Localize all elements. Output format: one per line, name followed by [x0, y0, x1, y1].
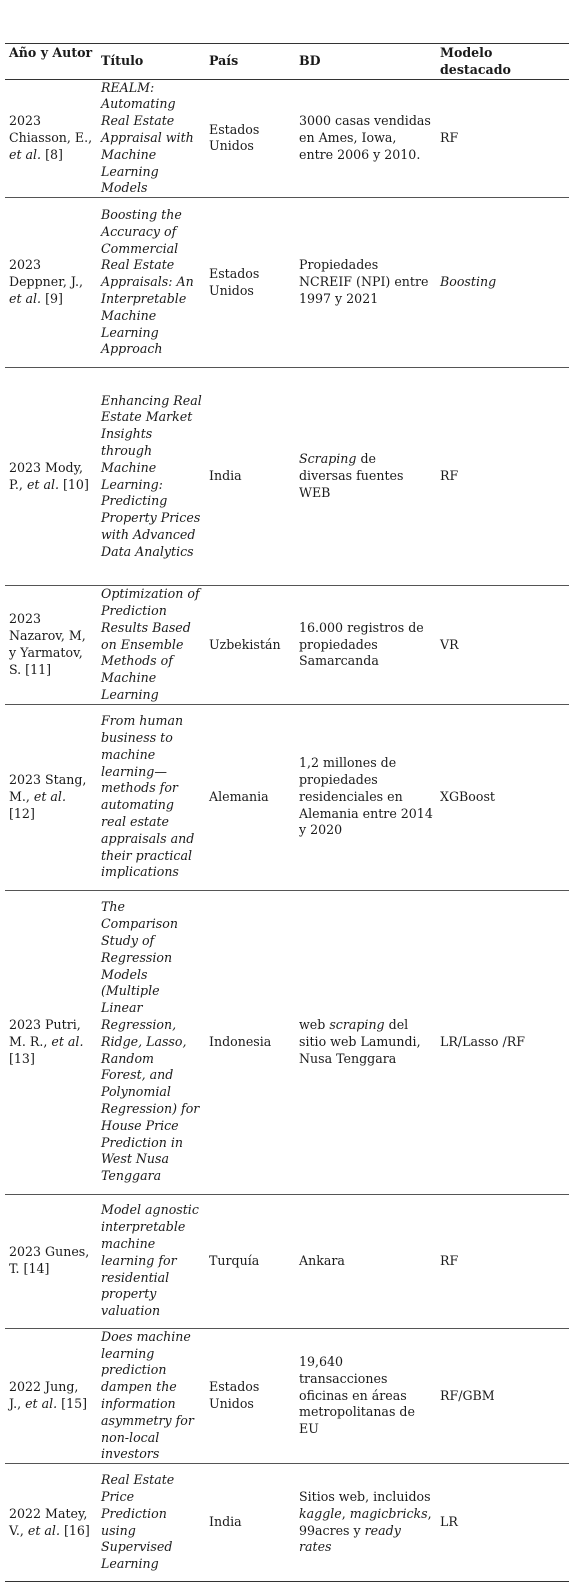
- table-row: [5, 368, 569, 586]
- cell-author: 2022 Matey, V., et al. [16]: [5, 1464, 97, 1582]
- cell-author: 2023 Chiasson, E., et al. [8]: [5, 79, 97, 198]
- cell-country: Indonesia: [205, 890, 295, 1194]
- cell-author: 2023 Deppner, J., et al. [9]: [5, 198, 97, 368]
- cell-country: Alemania: [205, 704, 295, 890]
- cell-country: India: [205, 368, 295, 586]
- cell-title: The Comparison Study of Regression Models (Multiple Linear Regression, Ridge, Lasso, Random Forest, and Polynomial Regression) for House Price Prediction in West Nusa Tenggara: [97, 890, 205, 1194]
- cell-model: LR: [436, 1464, 569, 1582]
- cell-title: Real Estate Price Prediction using Supervised Learning: [97, 1464, 205, 1582]
- table-row: [5, 1328, 569, 1463]
- literature-table: [5, 43, 569, 1582]
- header-model: Modelo destacado: [436, 44, 569, 80]
- cell-title: Does machine learning prediction dampen the information asymmetry for non-local investors: [97, 1328, 205, 1463]
- cell-country: India: [205, 1464, 295, 1582]
- cell-model: RF: [436, 79, 569, 198]
- cell-db: Ankara: [295, 1194, 436, 1328]
- header-db: BD: [295, 44, 436, 80]
- cell-title: Model agnostic interpretable machine learning for residential property valuation: [97, 1194, 205, 1328]
- cell-db: 1,2 millones de propiedades residenciales en Alemania entre 2014 y 2020: [295, 704, 436, 890]
- cell-db: Scraping de diversas fuentes WEB: [295, 368, 436, 586]
- cell-model: RF: [436, 368, 569, 586]
- cell-title: Optimization of Prediction Results Based on Ensemble Methods of Machine Learning: [97, 586, 205, 705]
- cell-author: 2023 Mody, P., et al. [10]: [5, 368, 97, 586]
- cell-model: XGBoost: [436, 704, 569, 890]
- cell-title: Boosting the Accuracy of Commercial Real Estate Appraisals: An Interpretable Machine Learning Approach: [97, 198, 205, 368]
- header-country: País: [205, 44, 295, 80]
- cell-author: 2023 Gunes, T. [14]: [5, 1194, 97, 1328]
- header-title: Título: [97, 44, 205, 80]
- cell-country: Turquía: [205, 1194, 295, 1328]
- cell-model: VR: [436, 586, 569, 705]
- cell-title: REALM: Automating Real Estate Appraisal with Machine Learning Models: [97, 79, 205, 198]
- cell-model: LR/Lasso /RF: [436, 890, 569, 1194]
- cell-author: 2023 Stang, M., et al. [12]: [5, 704, 97, 890]
- cell-country: Estados Unidos: [205, 198, 295, 368]
- table-row: [5, 198, 569, 368]
- cell-country: Estados Unidos: [205, 1328, 295, 1463]
- cell-db: Propiedades NCREIF (NPI) entre 1997 y 2021: [295, 198, 436, 368]
- table-row: [5, 1194, 569, 1328]
- cell-db: 16.000 registros de propiedades Samarcanda: [295, 586, 436, 705]
- cell-author: 2023 Nazarov, M, y Yarmatov, S. [11]: [5, 586, 97, 705]
- cell-country: Uzbekistán: [205, 586, 295, 705]
- cell-model: RF: [436, 1194, 569, 1328]
- cell-title: Enhancing Real Estate Market Insights through Machine Learning: Predicting Property Prices with Advanced Data Analytics: [97, 368, 205, 586]
- cell-model: Boosting: [436, 198, 569, 368]
- cell-db: 3000 casas vendidas en Ames, Iowa, entre 2006 y 2010.: [295, 79, 436, 198]
- cell-author: 2022 Jung, J., et al. [15]: [5, 1328, 97, 1463]
- table-row: [5, 1464, 569, 1582]
- cell-title: From human business to machine learning—methods for automating real estate appraisals and their practical implications: [97, 704, 205, 890]
- cell-country: Estados Unidos: [205, 79, 295, 198]
- cell-model: RF/GBM: [436, 1328, 569, 1463]
- table-header-row: [5, 44, 569, 80]
- table-row: [5, 79, 569, 198]
- table-body: [5, 79, 569, 1582]
- table-row: [5, 704, 569, 890]
- cell-author: 2023 Putri, M. R., et al. [13]: [5, 890, 97, 1194]
- header-author: Año y Autor: [5, 44, 97, 80]
- table-row: [5, 890, 569, 1194]
- cell-db: 19,640 transacciones oficinas en áreas metropolitanas de EU: [295, 1328, 436, 1463]
- cell-db: Sitios web, incluidos kaggle, magicbricks, 99acres y ready rates: [295, 1464, 436, 1582]
- cell-db: web scraping del sitio web Lamundi, Nusa Tenggara: [295, 890, 436, 1194]
- table-row: [5, 586, 569, 705]
